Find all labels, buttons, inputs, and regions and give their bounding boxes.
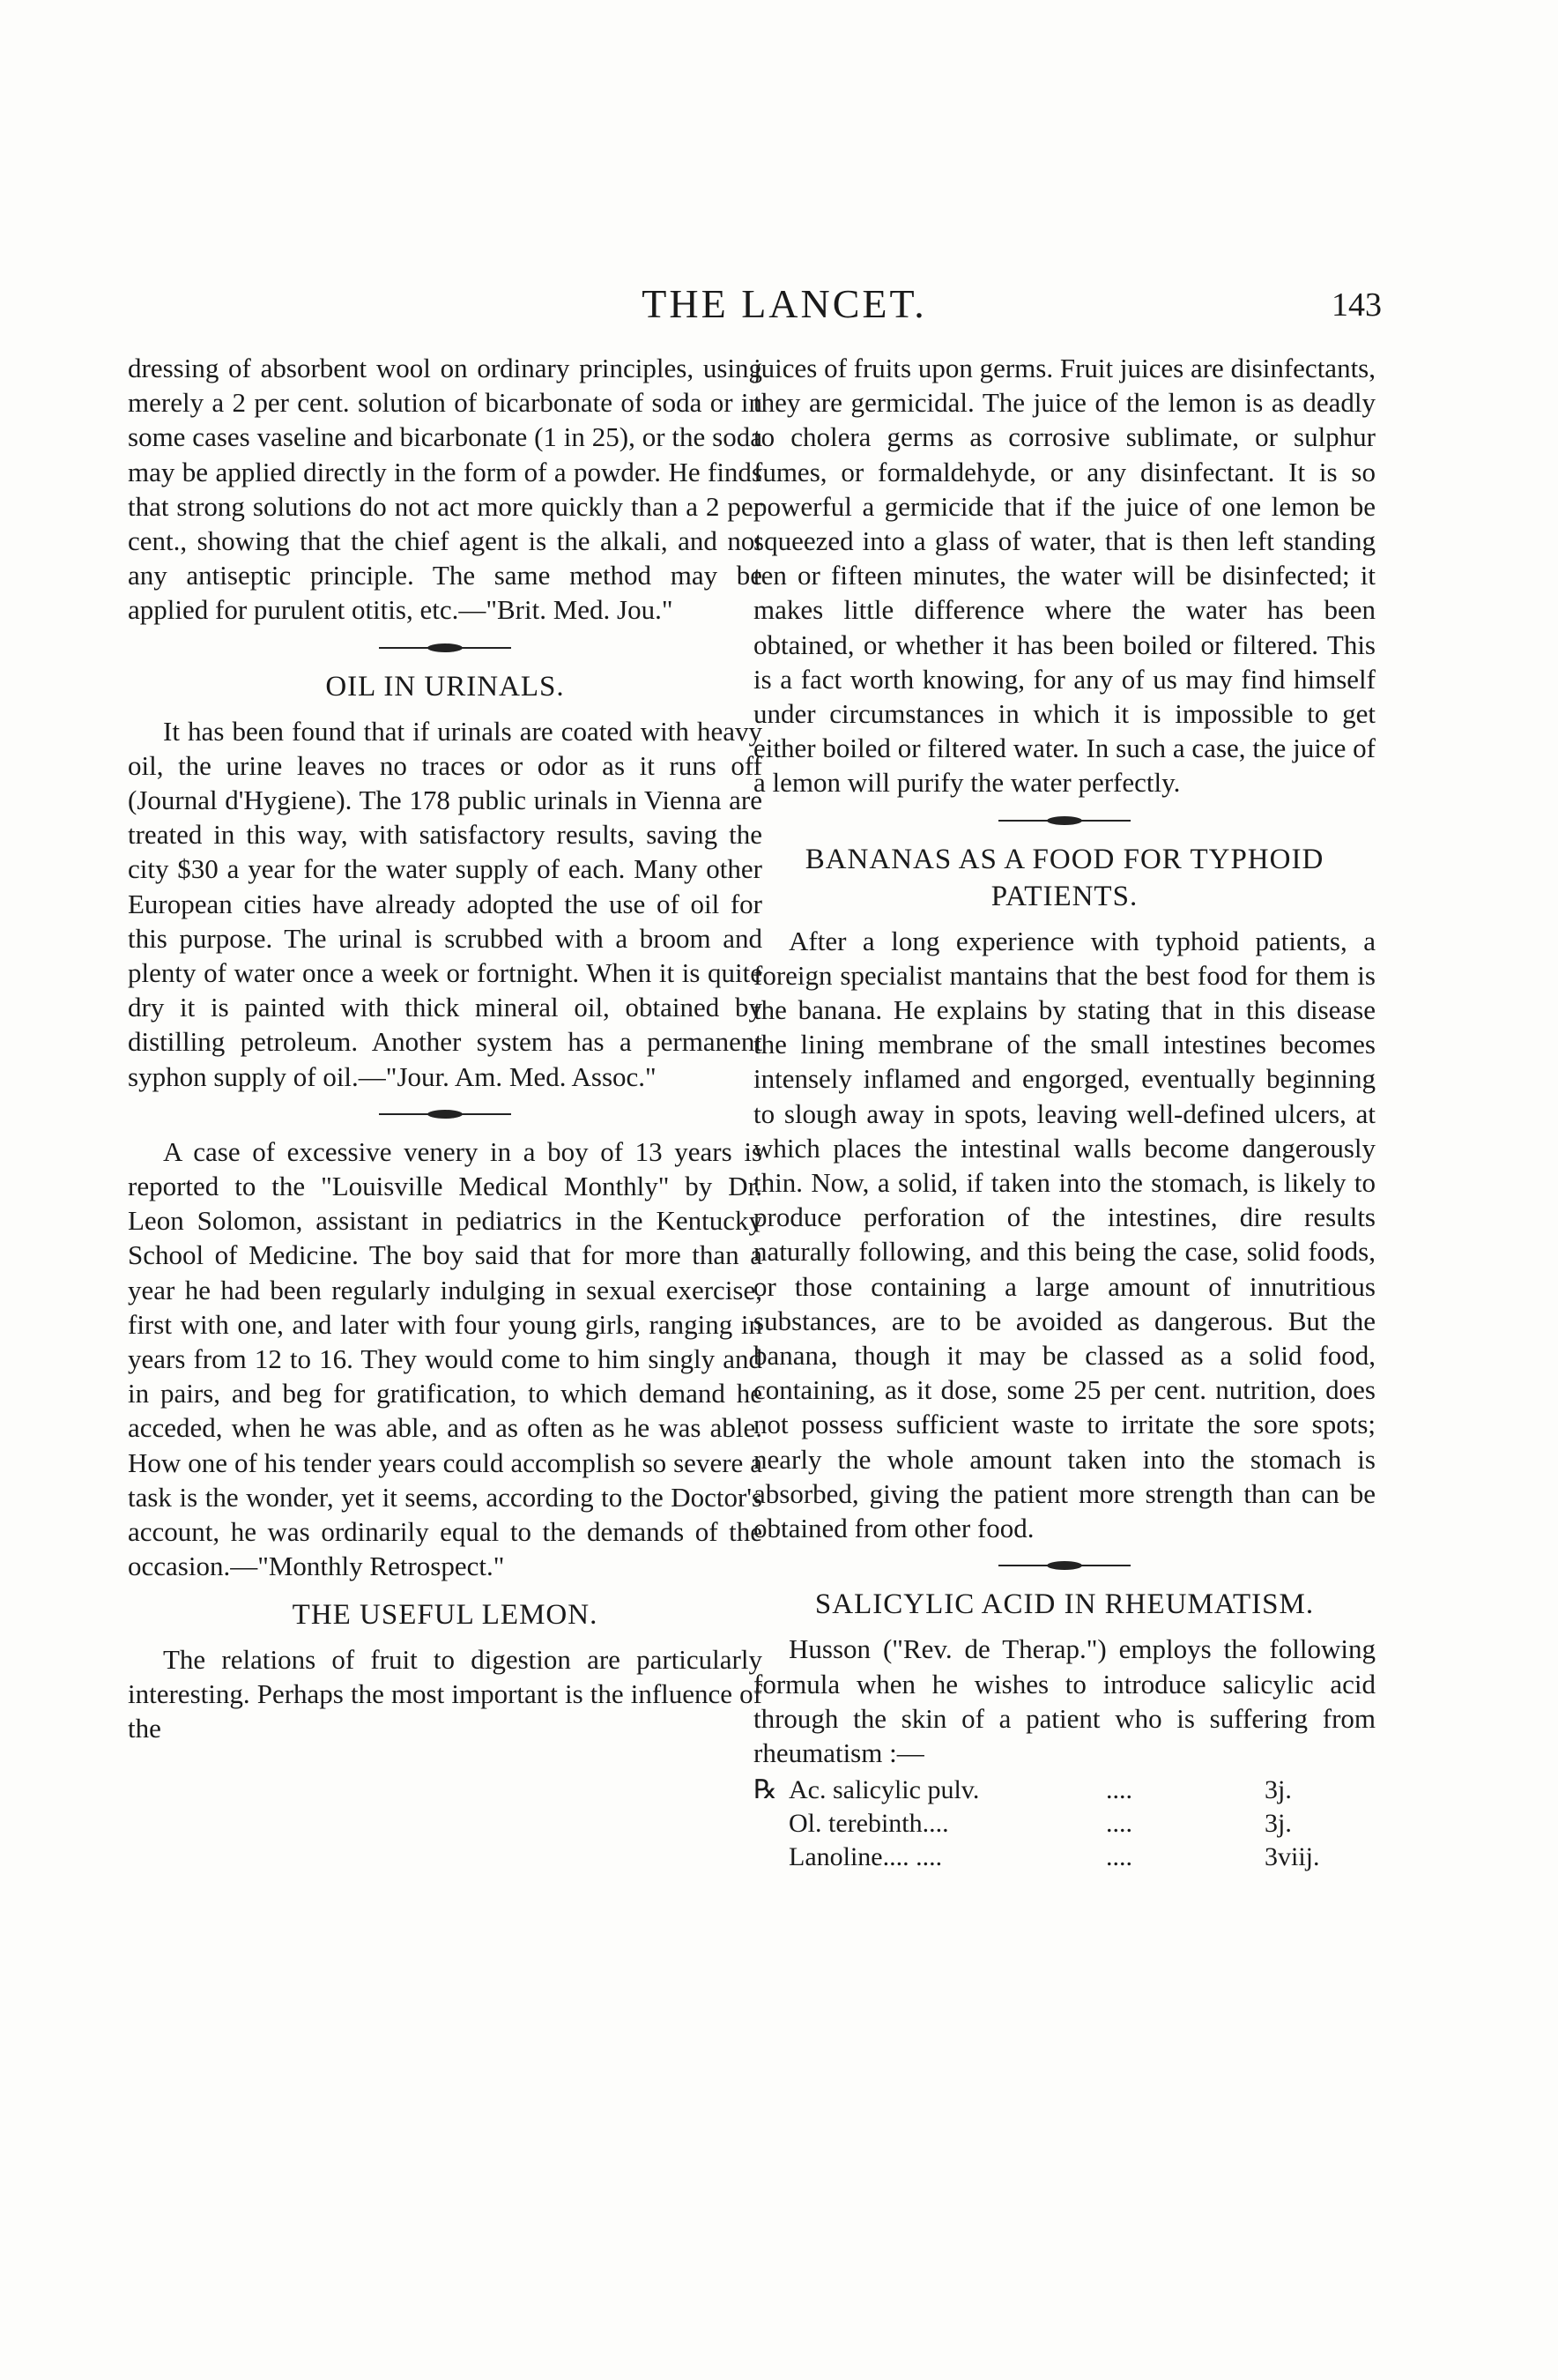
leader-dots: .... [1106,1842,1132,1872]
prescription-formula [753,1774,1376,1874]
salicylic-paragraph: Husson ("Rev. de Therap.") employs the following formula when he wishes to introduce salicylic acid through the skin of a patient who is suffering from rheumatism :— [753,1633,1376,1768]
oil-paragraph: It has been found that if urinals are coated with heavy oil, the urine leaves no traces or odor as it runs off (Journal d'Hygiene). The 178 public urinals in Vienna are treated in this way, with satisfactory results, saving the city $30 a year for the water supply of each. Many other European cities have already adopted the use of oil for this purpose. The urinal is scrubbed with a broom and plenty of water once a week or fortnight. When it is quite dry it is painted with thick mineral oil, obtained by distilling petroleum. Another system has a permanent syphon supply of oil.—"Jour. Am. Med. Assoc." [128,715,762,1092]
section-heading-lemon: THE USEFUL LEMON. [292,1598,598,1631]
recipe-symbol [753,1841,789,1874]
formula-row [753,1807,1376,1841]
section-divider [379,647,511,649]
banana-paragraph: After a long experience with typhoid patients, a foreign specialist mantains that the best food for them is the banana. He explains by stating that in this disease the lining membrane of the small intestines becomes intensely inflamed and engorged, eventually beginning to slough away in spots, leaving well-defined ulcers, at which places the intestinal walls become dangerously thin. Now, a solid, if taken into the stomach, is likely to produce perforation of the intestines, dire results naturally following, and this being the case, solid foods, or those containing a large amount of innutritious substances, are to be avoided as dangerous. But the banana, though it may be classed as a solid food, containing, as it dose, some 25 per cent. nutrition, does not possess sufficient waste to irritate the sore spots; nearly the whole amount taken into the stomach is absorbed, giving the patient more strength than can be obtained from other food. [753,925,1376,1544]
ingredient-quantity: 3viij. [1265,1842,1320,1872]
section-heading-oil: OIL IN URINALS. [325,670,565,703]
recipe-symbol [753,1807,789,1841]
section-heading-bananas: BANANAS AS A FOOD FOR TYPHOID PATIENTS. [805,843,1324,912]
continued-paragraph: dressing of absorbent wool on ordinary principles, using merely a 2 per cent. solution of bicarbonate of soda or in some cases vaseline and bicarbonate (1 in 25), or the soda may be applied directly in the form of a powder. He finds that strong solutions do not act more quickly than a 2 per cent., showing that the chief agent is the alkali, and not any antiseptic principle. The same method may be applied for purulent otitis, etc.—"Brit. Med. Jou." [128,353,762,626]
ingredient-name: Ac. salicylic pulv. [789,1775,980,1805]
leader-dots: .... [1106,1775,1132,1805]
running-head [0,280,1558,333]
lemon-continued-paragraph: juices of fruits upon germs. Fruit juices are disinfectants, they are germicidal. The juice of the lemon is as deadly to cholera germs as corrosive sublimate, or sulphur fumes, or formaldehyde, or any disinfectant. It is so powerful a germicide that if the juice of one lemon be squeezed into a glass of water, that is then left standing ten or fifteen minutes, the water will be disinfected; it makes little difference where the water has been obtained, or whether it has been boiled or filtered. This is a fact worth knowing, for any of us may find himself under circumstances in which it is impossible to get either boiled or filtered water. In such a case, the juice of a lemon will purify the water perfectly. [753,353,1376,799]
formula-row [753,1774,1376,1807]
section-divider [379,1113,511,1115]
venery-paragraph: A case of excessive venery in a boy of 13 years is reported to the "Louisville Medical Monthly" by Dr. Leon Solomon, assistant in pediatrics in the Kentucky School of Medicine. The boy said that for more than a year he had been regularly indulging in sexual exercise, first with one, and later with four young girls, ranging in years from 12 to 16. They would come to him singly and in pairs, and beg for gratification, to which demand he acceded, when he was able, and as often as he was able. How one of his tender years could accomplish so severe a task is the wonder, yet it seems, according to the Doctor's account, he was ordinarily equal to the demands of the occasion.—"Monthly Retrospect." [128,1135,762,1582]
recipe-symbol: ℞ [753,1775,777,1805]
right-column [753,351,1376,1874]
ingredient-quantity: 3j. [1265,1775,1292,1805]
formula-row [753,1841,1376,1874]
section-divider [998,1565,1131,1566]
lemon-paragraph: The relations of fruit to digestion are particularly interesting. Perhaps the most important is the influence of the [128,1643,762,1744]
ingredient-quantity: 3j. [1265,1809,1292,1839]
left-column [128,351,762,1745]
section-heading-salicylic: SALICYLIC ACID IN RHEUMATISM. [814,1588,1315,1621]
section-divider [998,820,1131,822]
leader-dots: .... [1106,1809,1132,1839]
running-title: THE LANCET. [642,281,927,326]
page-number: 143 [1332,286,1382,324]
ingredient-name: Lanoline.... .... [789,1842,943,1872]
ingredient-name: Ol. terebinth.... [789,1809,949,1839]
